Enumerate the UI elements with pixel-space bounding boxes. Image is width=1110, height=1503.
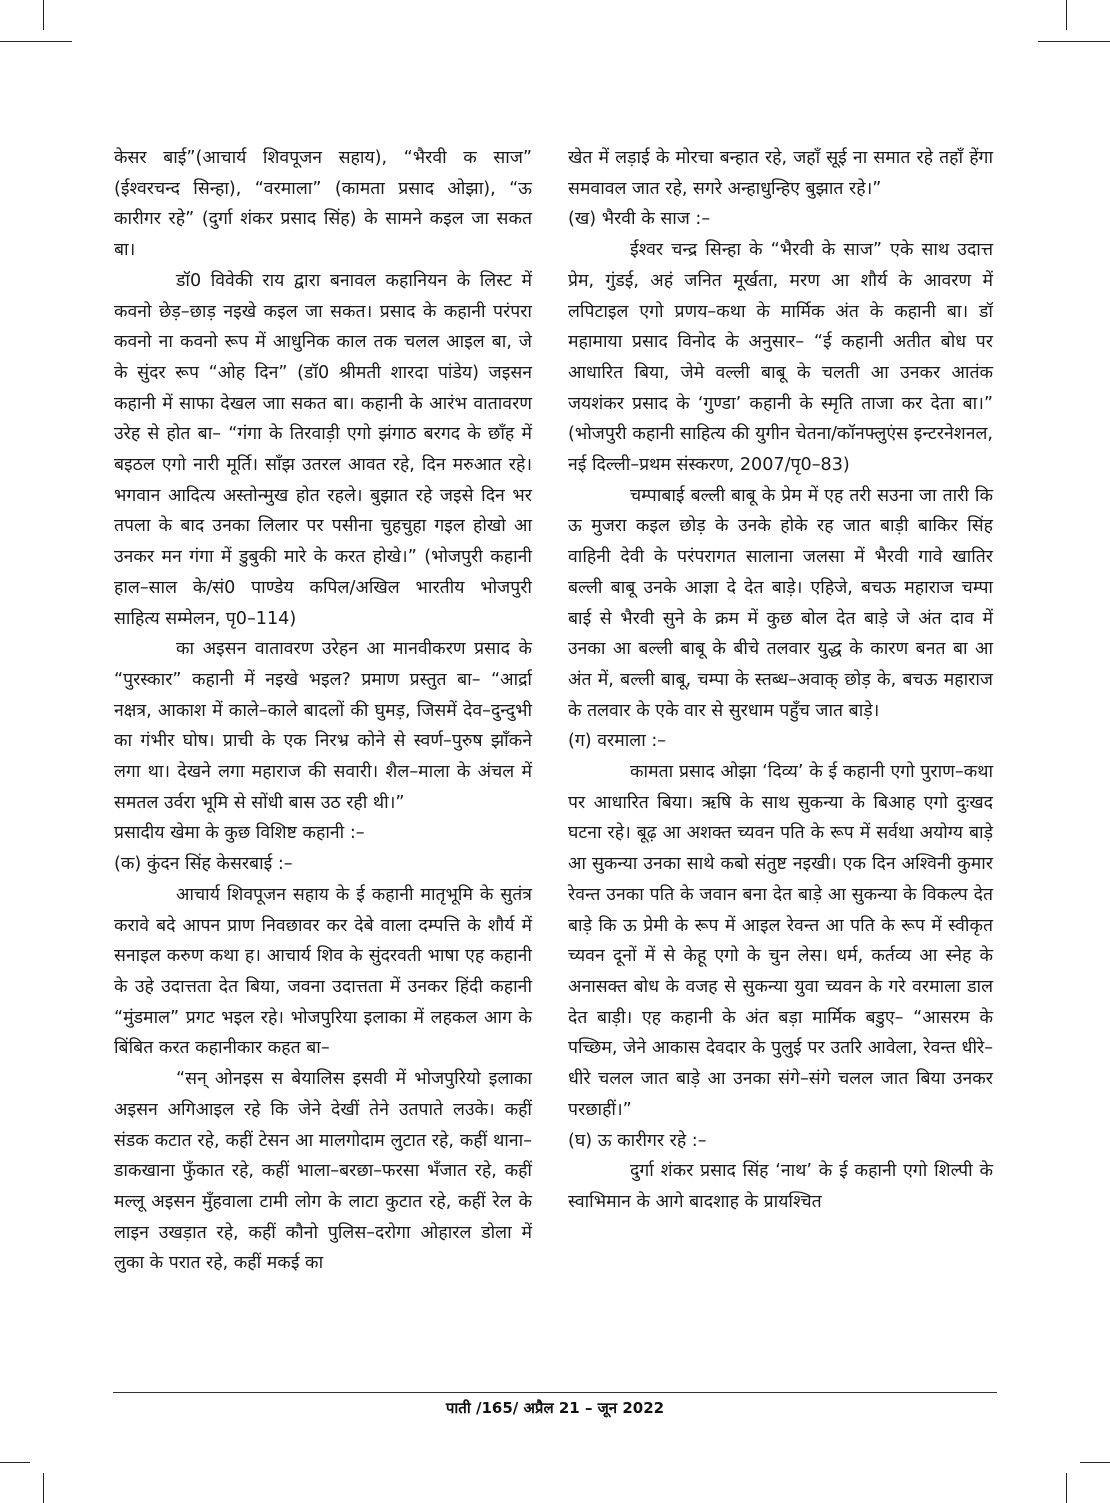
paragraph: आचार्य शिवपूजन सहाय के ई कहानी मातृभूमि के सुतंत्र करावे बदे आपन प्राण निवछावर कर देबे वाला दम्पत्ति के शौर्य में सनाइल करुण कथा ह। आचार्य शिव के सुंदरवती भाषा एह कहानी के उहे उदात्तता देत बिया, जवना उदात्तता में उनकर हिंदी कहानी “मुंडमाल” प्रगट भइल रहे। भोजपुरिया इलाका में लहकल आग के बिंबित करत कहानीकार कहत बा– <box>114 884 532 1059</box>
crop-mark-bottom-right-h <box>1080 1462 1110 1463</box>
paragraph: डॉ0 विवेकी राय द्वारा बनावल कहानियन के लिस्ट में कवनो छेड़–छाड़ नइखे कइल जा सकत। प्रसाद के कहानी परंपरा कवनो ना कवनो रूप में आधुनिक काल तक चलल आइल बा, जे के सुंदर रूप “ओह दिन” (डॉ0 श्रीमती शारदा पांडेय) जइसन कहानी में साफा देखल जाा सकत बा। कहानी के आरंभ वातावरण उरेह से होत बा– “गंगा के तिरवाड़ी एगो झंगाठ बरगद के छाँह में बइठल एगो नारी मूर्ति। साँझ उतरल आवत रहे, दिन मरुआत रहे। भगवान आदित्य अस्तोन्मुख होत रहले। बुझात रहे जइसे दिन भर तपला के बाद उनका लिलार पर पसीना चुहचुहा गइल होखो आ उनकर मन गंगा में डुबुकी मारे के करत होखे।” (भोजपुरी कहानी हाल–साल के/सं0 पाण्डेय कपिल/अखिल भारतीय भोजपुरी साहित्य सम्मेलन, पृ0–114) <box>114 270 532 629</box>
section-heading: (ख) भैरवी के साज :– <box>568 209 711 230</box>
left-column <box>114 143 532 1279</box>
footer-rule <box>113 1392 997 1393</box>
crop-mark-top-right-v <box>1066 0 1067 30</box>
section-heading: (घ) ऊ कारीगर रहे :– <box>568 1130 707 1151</box>
paragraph: कामता प्रसाद ओझा ‘दिव्य’ के ई कहानी एगो पुराण–कथा पर आधारित बिया। ऋषि के साथ सुकन्या के बिआह एगो दुःखद घटना रहे। बूढ़ आ अशक्त च्यवन पति के रूप में सर्वथा अयोग्य बाड़े आ सुकन्या उनका साथे कबो संतुष्ट नइखी। एक दिन अश्विनी कुमार रेवन्त उनका पति के जवान बना देत बाड़े आ सुकन्या के विकल्प देत बाड़े कि ऊ प्रेमी के रूप में आइल रेवन्त आ पति के रूप में स्वीकृत च्यवन दूनों में से केहू एगो के चुन लेस। धर्म, कर्तव्य आ स्नेह के अनासक्त बोध के वजह से सुकन्या युवा च्यवन के गरे वरमाला डाल देत बाड़ी। एह कहानी के अंत बड़ा मार्मिक बडुए– “आसरम के पच्छिम, जेने आकास देवदार के पुलुई पर उतरि आवेला, रेवन्त धीरे–धीरे चलल जात बाड़े आ उनका संगे–संगे चलल जात बिया उनकर परछाहीं।” <box>568 762 993 1120</box>
section-heading: प्रसादीय खेमा के कुछ विशिष्ट कहानी :– <box>114 823 365 844</box>
crop-mark-top-right-h <box>1038 41 1110 42</box>
section-heading: (ग) वरमाला :– <box>568 731 667 752</box>
crop-mark-bottom-right-v <box>1066 1473 1067 1503</box>
crop-mark-bottom-left-v <box>43 1473 44 1503</box>
crop-mark-top-left-v <box>43 0 44 30</box>
paragraph: ईश्वर चन्द्र सिन्हा के “भैरवी के साज” एके साथ उदात्त प्रेम, गुंडई, अहं जनित मूर्खता, मरण आ शौर्य के आवरण में लपिटाइल एगो प्रणय–कथा के मार्मिक अंत के कहानी बा। डॉ महामाया प्रसाद विनोद के अनुसार– “ई कहानी अतीत बोध पर आधारित बिया, जेमे वल्ली बाबू के चलती आ उनकर आतंक जयशंकर प्रसाद के ‘गुण्डा’ कहानी के स्मृति ताजा कर देता बा।” (भोजपुरी कहानी साहित्य की युगीन चेतना/कॉनफ्लुएंस इन्टरनेशनल, नई दिल्ली–प्रथम संस्करण, 2007/पृ0–83) <box>568 240 993 476</box>
paragraph: “सन् ओनइस स बेयालिस इसवी में भोजपुरियो इलाका अइसन अगिआइल रहे कि जेने देखीं तेने उतपाते लउके। कहीं संडक कटात रहे, कहीं टेसन आ मालगोदाम लुटात रहे, कहीं थाना–डाकखाना फुँकात रहे, कहीं भाला–बरछा–फरसा भँजात रहे, कहीं मल्लू अइसन मुँहवाला टामी लोग के लाटा कुटात रहे, कहीं रेल के लाइन उखड़ात रहे, कहीं कौनो पुलिस–दरोगा ओहारल डोला में लुका के परात रहे, कहीं मकई का <box>114 1069 532 1274</box>
section-heading: (क) कुंदन सिंह केसरबाई :– <box>114 854 293 875</box>
paragraph: चम्पाबाई बल्ली बाबू के प्रेम में एह तरी सउना जा तारी कि ऊ मुजरा कइल छोड़ के उनके होके रह जात बाड़ी बाकिर सिंह वाहिनी देवी के परंपरागत सालाना जलसा में भैरवी गावे खातिर बल्ली बाबू उनके आज्ञा दे देत बाड़े। एहिजे, बचऊ महाराज चम्पा बाई से भैरवी सुने के क्रम में कुछ बोल देत बाड़े जे अंत दाव में उनका आ बल्ली बाबू के बीचे तलवार युद्ध के कारण बनत बा आ अंत में, बल्ली बाबू, चम्पा के स्तब्ध–अवाक् छोड़ के, बचऊ महाराज के तलवार के एके वार से सुरधाम पहुँच जात बाड़े। <box>568 485 993 721</box>
paragraph: केसर बाई”(आचार्य शिवपूजन सहाय), “भैरवी क साज” (ईश्वरचन्द सिन्हा), “वरमाला” (कामता प्रसाद ओझा), “ऊ कारीगर रहे” (दुर्गा शंकर प्रसाद सिंह) के सामने कइल जा सकत बा। <box>114 148 532 261</box>
paragraph: दुर्गा शंकर प्रसाद सिंह ‘नाथ’ के ई कहानी एगो शिल्पी के स्वाभिमान के आगे बादशाह के प्रायश्चित <box>568 1161 993 1212</box>
paragraph: खेत में लड़ाई के मोरचा बन्हात रहे, जहाँ सूई ना समात रहे तहाँ हेंगा समवावल जात रहे, सगरे अन्हाधुन्हिए बुझात रहे।” <box>568 148 993 199</box>
paragraph: का अइसन वातावरण उरेहन आ मानवीकरण प्रसाद के “पुरस्कार” कहानी में नइखे भइल? प्रमाण प्रस्तुत बा– “आर्द्रा नक्षत्र, आकाश में काले–काले बादलों की घुमड़, जिसमें देव–दुन्दुभी का गंभीर घोष। प्राची के एक निरभ्र कोने से स्वर्ण–पुरुष झाँकने लगा था। देखने लगा महाराज की सवारी। शैल–माला के अंचल में समतल उर्वरा भूमि से सोंधी बास उठ रही थी।” <box>114 639 532 813</box>
crop-mark-top-left-h <box>0 41 72 42</box>
crop-mark-bottom-left-h <box>0 1462 30 1463</box>
page-footer: पाती /165/ अप्रैल 21 – जून 2022 <box>445 1399 665 1417</box>
right-column <box>568 143 993 1218</box>
